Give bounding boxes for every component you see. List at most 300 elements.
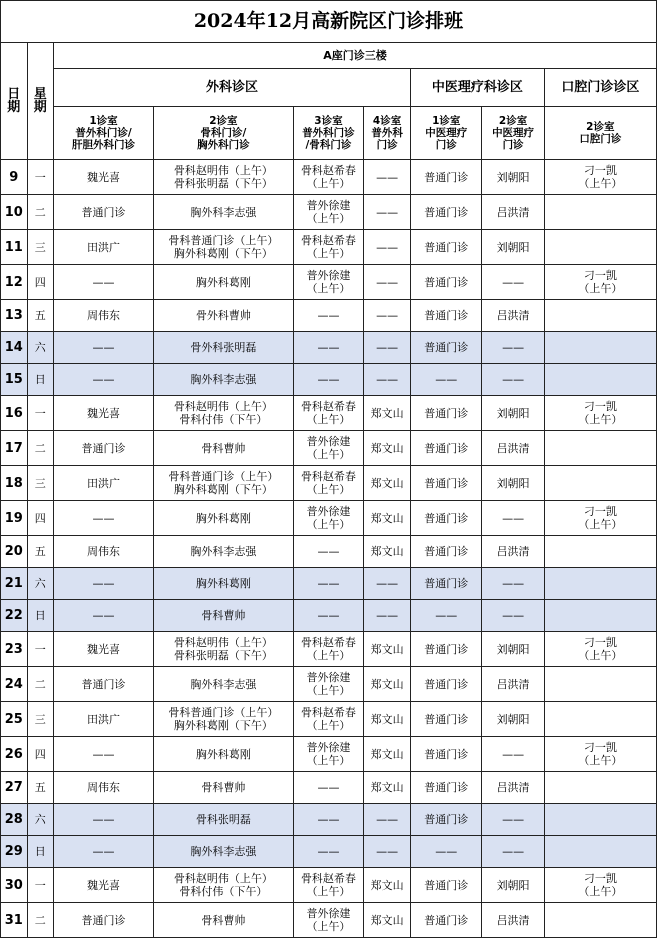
schedule-text: —— bbox=[376, 341, 399, 354]
schedule-text: —— bbox=[376, 205, 399, 219]
table-row bbox=[1, 737, 657, 772]
schedule-text: 吕洪清 bbox=[496, 545, 530, 558]
schedule-cell bbox=[482, 667, 544, 702]
schedule-cell bbox=[411, 804, 482, 836]
schedule-text: 郑文山 bbox=[370, 913, 404, 927]
weekday-cell: 三 bbox=[27, 466, 54, 501]
schedule-text: —— bbox=[502, 511, 525, 525]
weekday-header: 星 期 bbox=[27, 43, 54, 160]
schedule-cell bbox=[482, 868, 544, 903]
weekday-cell: 六 bbox=[27, 568, 54, 600]
schedule-text: 胸外科葛刚（下午） bbox=[173, 719, 273, 732]
schedule-text: 骨外科曹帅 bbox=[195, 309, 251, 322]
schedule-text: 骨科普通门诊（上午） bbox=[168, 234, 279, 247]
weekday-cell: 六 bbox=[27, 332, 54, 364]
schedule-text: —— bbox=[502, 845, 525, 858]
date-cell: 26 bbox=[1, 737, 28, 772]
schedule-text: （上午） bbox=[306, 282, 351, 295]
schedule-cell bbox=[54, 466, 154, 501]
schedule-text: 骨科曹帅 bbox=[201, 913, 246, 927]
schedule-text: —— bbox=[317, 373, 340, 386]
schedule-text: 骨科曹帅 bbox=[201, 781, 246, 794]
schedule-text: —— bbox=[92, 747, 115, 761]
schedule-cell bbox=[154, 632, 294, 667]
schedule-text: 普通门诊 bbox=[81, 677, 126, 691]
column-header-7 bbox=[544, 107, 656, 160]
schedule-cell bbox=[293, 804, 363, 836]
schedule-text: —— bbox=[92, 813, 115, 826]
schedule-cell bbox=[411, 632, 482, 667]
schedule-cell bbox=[364, 667, 411, 702]
schedule-text: —— bbox=[317, 781, 340, 794]
schedule-text: —— bbox=[317, 813, 340, 826]
table-row bbox=[1, 632, 657, 667]
schedule-text: 普外徐建 bbox=[306, 907, 351, 920]
schedule-cell bbox=[54, 600, 154, 632]
schedule-text: —— bbox=[317, 545, 340, 558]
schedule-cell bbox=[154, 804, 294, 836]
schedule-text: 普通门诊 bbox=[424, 577, 469, 590]
schedule-text: 骨科赵希春 bbox=[300, 164, 356, 177]
schedule-text: （上午） bbox=[306, 719, 351, 732]
schedule-cell bbox=[54, 702, 154, 737]
schedule-text: （上午） bbox=[578, 413, 623, 426]
date-cell: 30 bbox=[1, 868, 28, 903]
date-cell: 28 bbox=[1, 804, 28, 836]
schedule-cell bbox=[293, 364, 363, 396]
date-cell: 10 bbox=[1, 195, 28, 230]
schedule-cell bbox=[364, 903, 411, 938]
date-cell: 22 bbox=[1, 600, 28, 632]
schedule-text: 骨科赵明伟（上午） bbox=[173, 872, 273, 885]
schedule-cell bbox=[293, 737, 363, 772]
schedule-cell bbox=[544, 772, 656, 804]
schedule-text: （上午） bbox=[306, 920, 351, 933]
schedule-cell bbox=[293, 265, 363, 300]
schedule-cell bbox=[364, 836, 411, 868]
schedule-text: 胸外科李志强 bbox=[190, 373, 257, 386]
schedule-cell bbox=[482, 737, 544, 772]
schedule-cell bbox=[293, 300, 363, 332]
schedule-text: 刁一凯 bbox=[583, 164, 617, 177]
schedule-text: 胸外科葛刚 bbox=[195, 511, 251, 525]
schedule-text: 普通门诊 bbox=[424, 309, 469, 322]
schedule-cell bbox=[364, 632, 411, 667]
schedule-text: 骨科付伟（下午） bbox=[179, 885, 268, 898]
schedule-cell bbox=[544, 364, 656, 396]
schedule-cell bbox=[364, 501, 411, 536]
date-cell: 23 bbox=[1, 632, 28, 667]
schedule-cell bbox=[482, 836, 544, 868]
schedule-cell bbox=[54, 230, 154, 265]
schedule-text: 魏光喜 bbox=[87, 406, 121, 420]
table-row bbox=[1, 536, 657, 568]
schedule-cell bbox=[293, 332, 363, 364]
schedule-text: （上午） bbox=[306, 177, 351, 190]
schedule-cell bbox=[544, 804, 656, 836]
schedule-text: 普外徐建 bbox=[306, 199, 351, 212]
schedule-cell bbox=[364, 600, 411, 632]
schedule-text: 骨科张明磊 bbox=[195, 813, 251, 826]
schedule-cell bbox=[54, 903, 154, 938]
schedule-cell bbox=[411, 265, 482, 300]
schedule-text: —— bbox=[435, 373, 458, 386]
schedule-text: —— bbox=[317, 845, 340, 858]
weekday-cell: 四 bbox=[27, 501, 54, 536]
weekday-cell: 五 bbox=[27, 536, 54, 568]
schedule-cell bbox=[54, 160, 154, 195]
schedule-text: 普通门诊 bbox=[424, 545, 469, 558]
schedule-text: —— bbox=[435, 609, 458, 622]
date-cell: 19 bbox=[1, 501, 28, 536]
schedule-text: （上午） bbox=[306, 754, 351, 767]
schedule-text: 普通门诊 bbox=[424, 170, 469, 184]
schedule-text: —— bbox=[92, 511, 115, 525]
schedule-cell bbox=[154, 160, 294, 195]
schedule-cell bbox=[54, 431, 154, 466]
schedule-cell bbox=[54, 265, 154, 300]
schedule-cell bbox=[364, 737, 411, 772]
weekday-cell: 日 bbox=[27, 836, 54, 868]
schedule-text: 普通门诊 bbox=[424, 476, 469, 490]
schedule-text: 骨科赵希春 bbox=[300, 636, 356, 649]
schedule-text: （上午） bbox=[306, 518, 351, 531]
schedule-cell bbox=[411, 702, 482, 737]
schedule-text: 刁一凯 bbox=[583, 636, 617, 649]
table-row bbox=[1, 600, 657, 632]
column-header-line: 口腔门诊 bbox=[579, 133, 622, 145]
column-header-line: 胸外科门诊 bbox=[197, 139, 250, 151]
schedule-text: —— bbox=[92, 609, 115, 622]
schedule-cell bbox=[364, 466, 411, 501]
page-title: 2024年12月高新院区门诊排班 bbox=[1, 1, 657, 43]
schedule-cell bbox=[154, 772, 294, 804]
schedule-text: （上午） bbox=[578, 754, 623, 767]
schedule-cell bbox=[544, 466, 656, 501]
schedule-text: 刘朝阳 bbox=[496, 642, 530, 656]
schedule-text: 胸外科葛刚 bbox=[195, 747, 251, 761]
schedule-cell bbox=[54, 737, 154, 772]
schedule-cell bbox=[482, 600, 544, 632]
schedule-text: 普通门诊 bbox=[424, 642, 469, 656]
table-row bbox=[1, 804, 657, 836]
date-cell: 25 bbox=[1, 702, 28, 737]
table-row bbox=[1, 836, 657, 868]
schedule-cell bbox=[293, 600, 363, 632]
schedule-cell bbox=[364, 195, 411, 230]
schedule-cell bbox=[482, 804, 544, 836]
date-cell: 31 bbox=[1, 903, 28, 938]
weekday-cell: 三 bbox=[27, 702, 54, 737]
column-header-line: /骨科门诊 bbox=[305, 139, 352, 151]
schedule-cell bbox=[364, 300, 411, 332]
schedule-cell bbox=[411, 160, 482, 195]
schedule-text: 普通门诊 bbox=[424, 878, 469, 892]
column-header-line: 门诊 bbox=[435, 139, 457, 151]
date-cell: 13 bbox=[1, 300, 28, 332]
schedule-text: 普通门诊 bbox=[81, 913, 126, 927]
schedule-cell bbox=[544, 195, 656, 230]
schedule-text: 刘朝阳 bbox=[496, 240, 530, 254]
table-row bbox=[1, 332, 657, 364]
date-cell: 18 bbox=[1, 466, 28, 501]
schedule-cell bbox=[154, 536, 294, 568]
schedule-text: 胸外科李志强 bbox=[190, 845, 257, 858]
schedule-cell bbox=[411, 568, 482, 600]
schedule-text: 普通门诊 bbox=[81, 441, 126, 455]
schedule-text: 郑文山 bbox=[370, 642, 404, 656]
schedule-text: 普通门诊 bbox=[424, 677, 469, 691]
schedule-cell bbox=[154, 737, 294, 772]
schedule-text: 骨科曹帅 bbox=[201, 441, 246, 455]
schedule-text: —— bbox=[502, 275, 525, 289]
schedule-text: 周伟东 bbox=[87, 545, 121, 558]
schedule-cell bbox=[54, 195, 154, 230]
schedule-cell bbox=[154, 667, 294, 702]
schedule-text: 胸外科李志强 bbox=[190, 677, 257, 691]
schedule-text: （上午） bbox=[578, 885, 623, 898]
schedule-cell bbox=[293, 702, 363, 737]
schedule-cell bbox=[411, 868, 482, 903]
schedule-text: （上午） bbox=[578, 649, 623, 662]
schedule-text: 刁一凯 bbox=[583, 269, 617, 282]
weekday-cell: 二 bbox=[27, 431, 54, 466]
schedule-text: （上午） bbox=[578, 282, 623, 295]
schedule-text: 郑文山 bbox=[370, 476, 404, 490]
schedule-text: 普外徐建 bbox=[306, 741, 351, 754]
schedule-cell bbox=[482, 265, 544, 300]
schedule-text: 骨科曹帅 bbox=[201, 609, 246, 622]
schedule-text: 骨科赵希春 bbox=[300, 234, 356, 247]
schedule-text: —— bbox=[502, 609, 525, 622]
schedule-text: —— bbox=[502, 747, 525, 761]
schedule-text: 刁一凯 bbox=[583, 741, 617, 754]
schedule-text: （上午） bbox=[306, 247, 351, 260]
schedule-text: 郑文山 bbox=[370, 545, 404, 558]
schedule-cell bbox=[544, 536, 656, 568]
schedule-text: 骨科张明磊（下午） bbox=[173, 177, 273, 190]
schedule-cell bbox=[293, 903, 363, 938]
schedule-cell bbox=[54, 868, 154, 903]
schedule-text: —— bbox=[376, 609, 399, 622]
column-header-4 bbox=[364, 107, 411, 160]
date-cell: 27 bbox=[1, 772, 28, 804]
schedule-text: —— bbox=[502, 373, 525, 386]
schedule-cell bbox=[293, 632, 363, 667]
table-row bbox=[1, 431, 657, 466]
schedule-cell bbox=[54, 568, 154, 600]
schedule-cell bbox=[293, 536, 363, 568]
column-header-line: 肝胆外科门诊 bbox=[72, 139, 136, 151]
schedule-text: —— bbox=[92, 845, 115, 858]
schedule-text: 郑文山 bbox=[370, 712, 404, 726]
schedule-text: 郑文山 bbox=[370, 511, 404, 525]
schedule-cell bbox=[364, 332, 411, 364]
schedule-text: —— bbox=[317, 341, 340, 354]
schedule-cell bbox=[293, 667, 363, 702]
schedule-text: 普外徐建 bbox=[306, 671, 351, 684]
weekday-cell: 一 bbox=[27, 868, 54, 903]
schedule-cell bbox=[154, 364, 294, 396]
schedule-cell bbox=[544, 568, 656, 600]
schedule-cell bbox=[544, 600, 656, 632]
schedule-text: 骨科赵明伟（上午） bbox=[173, 164, 273, 177]
schedule-cell bbox=[411, 667, 482, 702]
column-header-line: 4诊室 bbox=[372, 115, 402, 127]
column-header-line: 普外科门诊/ bbox=[75, 127, 132, 139]
table-row bbox=[1, 160, 657, 195]
schedule-text: 普通门诊 bbox=[424, 747, 469, 761]
column-header-line: 中医理疗 bbox=[425, 127, 468, 139]
table-row bbox=[1, 702, 657, 737]
schedule-text: 骨科张明磊（下午） bbox=[173, 649, 273, 662]
weekday-cell: 三 bbox=[27, 230, 54, 265]
schedule-text: （上午） bbox=[306, 413, 351, 426]
schedule-cell bbox=[411, 501, 482, 536]
column-header-line: 普外科门诊 bbox=[302, 127, 355, 139]
table-row bbox=[1, 396, 657, 431]
table-row bbox=[1, 265, 657, 300]
schedule-text: 刁一凯 bbox=[583, 400, 617, 413]
group-header-surgery: 外科诊区 bbox=[54, 69, 411, 107]
schedule-cell bbox=[482, 195, 544, 230]
column-header-line: 2诊室 bbox=[586, 121, 615, 133]
schedule-text: （上午） bbox=[306, 448, 351, 461]
schedule-cell bbox=[482, 160, 544, 195]
schedule-cell bbox=[364, 364, 411, 396]
schedule-cell bbox=[293, 568, 363, 600]
weekday-cell: 二 bbox=[27, 903, 54, 938]
schedule-cell bbox=[411, 431, 482, 466]
date-cell: 15 bbox=[1, 364, 28, 396]
date-cell: 21 bbox=[1, 568, 28, 600]
schedule-cell bbox=[54, 501, 154, 536]
date-cell: 9 bbox=[1, 160, 28, 195]
schedule-text: —— bbox=[435, 845, 458, 858]
schedule-text: —— bbox=[317, 609, 340, 622]
schedule-text: —— bbox=[502, 577, 525, 590]
schedule-cell bbox=[293, 868, 363, 903]
table-row bbox=[1, 568, 657, 600]
schedule-text: —— bbox=[317, 309, 340, 322]
schedule-cell bbox=[293, 396, 363, 431]
schedule-text: 吕洪清 bbox=[496, 205, 530, 219]
schedule-cell bbox=[411, 600, 482, 632]
schedule-cell bbox=[54, 667, 154, 702]
schedule-text: —— bbox=[376, 813, 399, 826]
schedule-cell bbox=[293, 431, 363, 466]
weekday-cell: 六 bbox=[27, 804, 54, 836]
schedule-cell bbox=[482, 501, 544, 536]
schedule-text: 郑文山 bbox=[370, 781, 404, 794]
schedule-cell bbox=[544, 431, 656, 466]
schedule-cell bbox=[544, 396, 656, 431]
schedule-text: 骨科普通门诊（上午） bbox=[168, 470, 279, 483]
schedule-text: （上午） bbox=[578, 177, 623, 190]
weekday-cell: 二 bbox=[27, 667, 54, 702]
schedule-text: 吕洪清 bbox=[496, 309, 530, 322]
column-header-line: 普外科 bbox=[371, 127, 403, 139]
schedule-text: —— bbox=[376, 845, 399, 858]
schedule-text: 胸外科李志强 bbox=[190, 205, 257, 219]
schedule-text: 郑文山 bbox=[370, 677, 404, 691]
schedule-text: 普外徐建 bbox=[306, 435, 351, 448]
schedule-cell bbox=[54, 300, 154, 332]
date-cell: 16 bbox=[1, 396, 28, 431]
schedule-cell bbox=[293, 836, 363, 868]
schedule-text: 普外徐建 bbox=[306, 505, 351, 518]
schedule-cell bbox=[154, 195, 294, 230]
schedule-text: 普通门诊 bbox=[424, 341, 469, 354]
schedule-cell bbox=[544, 868, 656, 903]
schedule-cell bbox=[154, 600, 294, 632]
schedule-text: 普通门诊 bbox=[424, 511, 469, 525]
weekday-cell: 五 bbox=[27, 772, 54, 804]
schedule-cell bbox=[293, 501, 363, 536]
schedule-text: 普通门诊 bbox=[424, 205, 469, 219]
schedule-cell bbox=[482, 903, 544, 938]
schedule-cell bbox=[364, 868, 411, 903]
schedule-cell bbox=[364, 702, 411, 737]
schedule-text: —— bbox=[92, 577, 115, 590]
schedule-text: （上午） bbox=[306, 684, 351, 697]
schedule-cell bbox=[482, 332, 544, 364]
schedule-text: 骨科赵明伟（上午） bbox=[173, 636, 273, 649]
schedule-text: 周伟东 bbox=[87, 309, 121, 322]
schedule-cell bbox=[482, 230, 544, 265]
schedule-cell bbox=[54, 364, 154, 396]
schedule-text: 骨科普通门诊（上午） bbox=[168, 706, 279, 719]
schedule-cell bbox=[411, 195, 482, 230]
schedule-text: —— bbox=[502, 813, 525, 826]
column-header-1 bbox=[54, 107, 154, 160]
schedule-cell bbox=[544, 702, 656, 737]
schedule-cell bbox=[54, 332, 154, 364]
schedule-text: 刁一凯 bbox=[583, 872, 617, 885]
schedule-cell bbox=[411, 466, 482, 501]
schedule-cell bbox=[544, 737, 656, 772]
schedule-cell bbox=[154, 396, 294, 431]
schedule-cell bbox=[411, 737, 482, 772]
schedule-cell bbox=[364, 265, 411, 300]
schedule-cell bbox=[411, 536, 482, 568]
schedule-cell bbox=[411, 903, 482, 938]
schedule-text: 刁一凯 bbox=[583, 505, 617, 518]
column-header-line: 3诊室 bbox=[314, 115, 343, 127]
column-header-3 bbox=[293, 107, 363, 160]
schedule-text: （上午） bbox=[306, 483, 351, 496]
column-header-6 bbox=[482, 107, 544, 160]
schedule-text: 吕洪清 bbox=[496, 441, 530, 455]
column-header-line: 2诊室 bbox=[209, 115, 238, 127]
column-header-line: 骨科门诊/ bbox=[200, 127, 247, 139]
schedule-cell bbox=[544, 300, 656, 332]
schedule-text: 普通门诊 bbox=[424, 913, 469, 927]
schedule-text: 郑文山 bbox=[370, 441, 404, 455]
schedule-text: —— bbox=[376, 240, 399, 254]
schedule-cell bbox=[544, 836, 656, 868]
date-cell: 29 bbox=[1, 836, 28, 868]
schedule-text: （上午） bbox=[306, 212, 351, 225]
schedule-text: （上午） bbox=[306, 649, 351, 662]
schedule-cell bbox=[411, 230, 482, 265]
schedule-cell bbox=[544, 265, 656, 300]
schedule-text: 骨科赵希春 bbox=[300, 706, 356, 719]
weekday-cell: 一 bbox=[27, 160, 54, 195]
table-row bbox=[1, 868, 657, 903]
schedule-cell bbox=[411, 396, 482, 431]
schedule-text: 骨科赵希春 bbox=[300, 400, 356, 413]
